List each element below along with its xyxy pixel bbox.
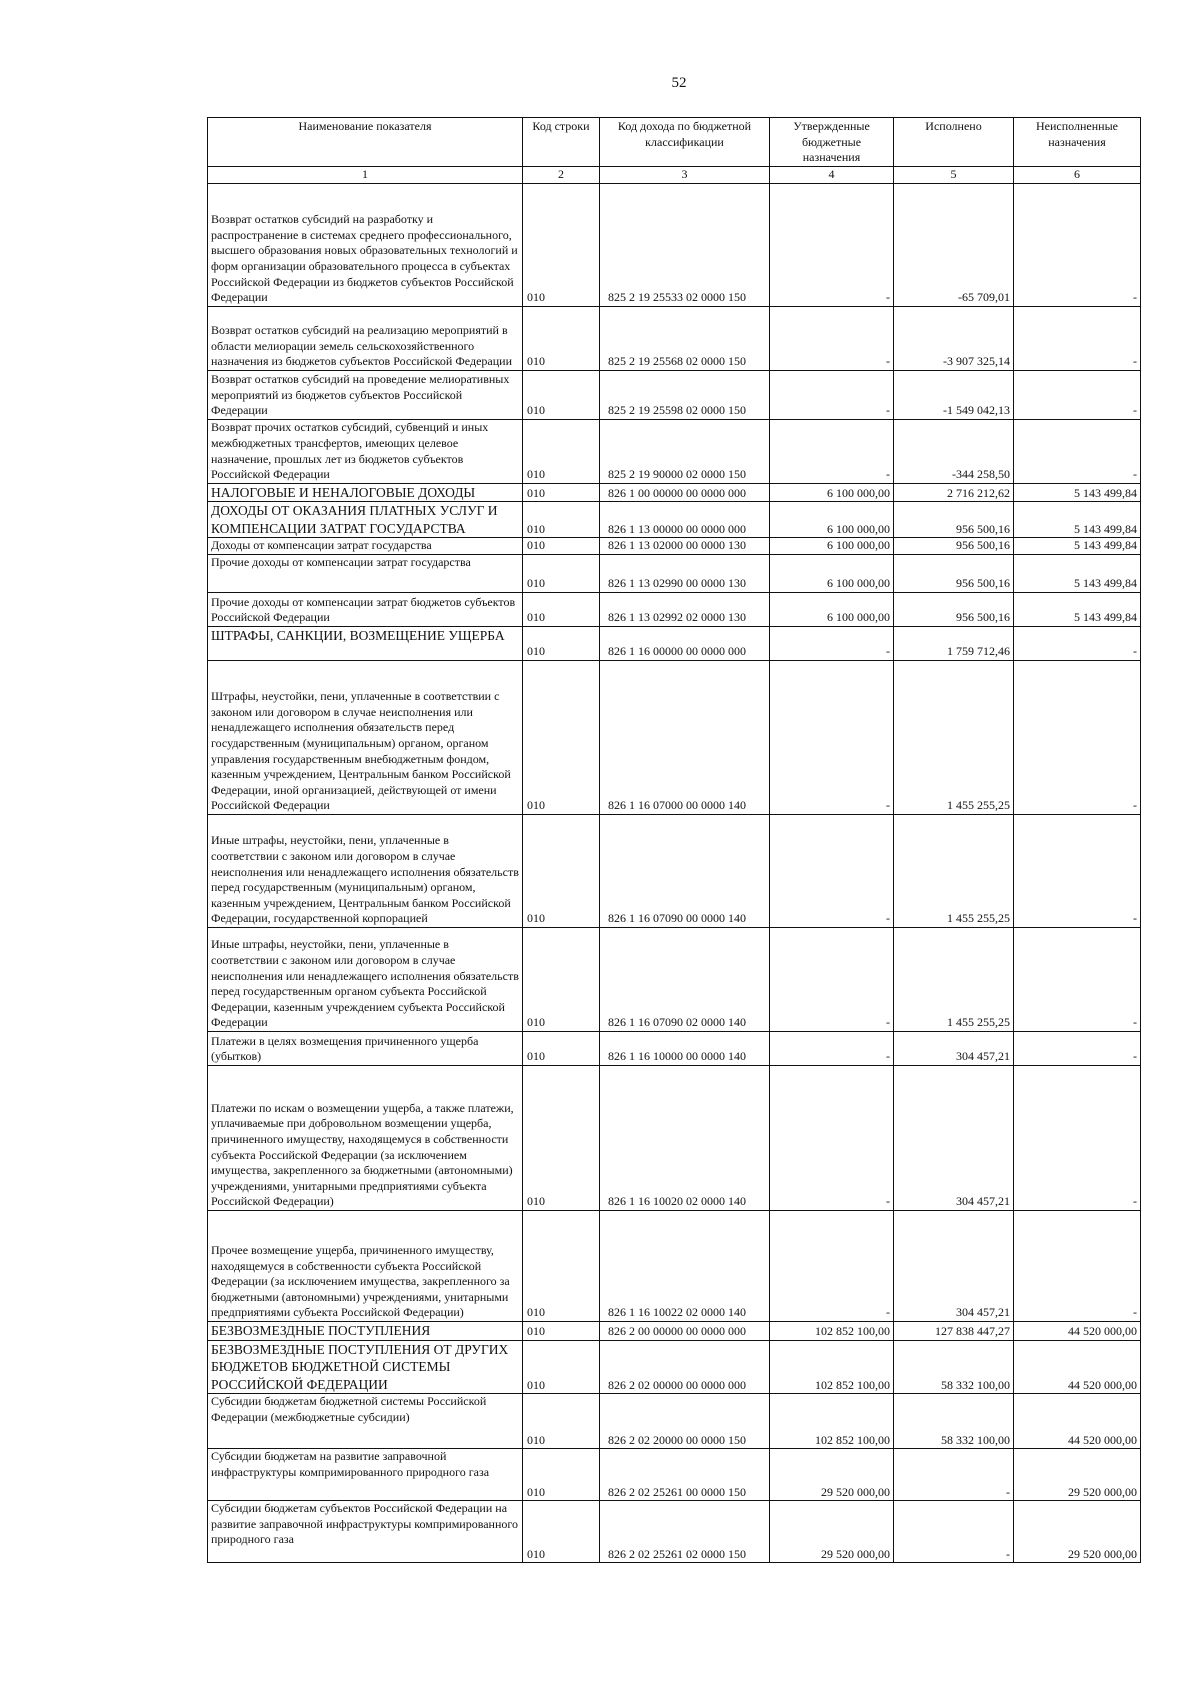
row-line-code: 010 xyxy=(523,1211,600,1322)
row-approved: - xyxy=(770,627,894,661)
row-income-code: 826 1 16 10020 02 0000 140 xyxy=(600,1066,770,1211)
row-name: Возврат остатков субсидий на разработку и распространение в системах среднего профессионального, высшего образования новых образовательных технологий и форм организации образовательного процесса в субъектах Российской Федерации из бюджетов субъектов Российской Федерации xyxy=(208,183,523,306)
row-income-code: 825 2 19 90000 02 0000 150 xyxy=(600,419,770,483)
row-executed: - xyxy=(894,1501,1014,1563)
table-row xyxy=(208,1340,1141,1394)
row-name: Возврат остатков субсидий на проведение мелиоративных мероприятий из бюджетов субъектов Российской Федерации xyxy=(208,370,523,419)
row-income-code: 826 2 02 20000 00 0000 150 xyxy=(600,1394,770,1449)
column-number: 1 xyxy=(208,166,523,183)
row-name: Платежи в целях возмещения причиненного ущерба (убытков) xyxy=(208,1032,523,1066)
row-income-code: 826 2 02 25261 02 0000 150 xyxy=(600,1501,770,1563)
row-executed: 304 457,21 xyxy=(894,1066,1014,1211)
table-row xyxy=(208,661,1141,815)
row-name: Субсидии бюджетам на развитие заправочной инфраструктуры компримированного природного газа xyxy=(208,1449,523,1501)
header-income-code: Код дохода по бюджетной классификации xyxy=(600,118,770,167)
row-line-code: 010 xyxy=(523,1340,600,1394)
row-line-code: 010 xyxy=(523,928,600,1032)
row-unexecuted: 5 143 499,84 xyxy=(1014,555,1141,593)
row-income-code: 825 2 19 25598 02 0000 150 xyxy=(600,370,770,419)
header-approved: Утвержденные бюджетные назначения xyxy=(770,118,894,167)
row-name: Субсидии бюджетам бюджетной системы Российской Федерации (межбюджетные субсидии) xyxy=(208,1394,523,1449)
row-approved: - xyxy=(770,928,894,1032)
row-name: Прочие доходы от компенсации затрат государства xyxy=(208,555,523,593)
table-row xyxy=(208,1449,1141,1501)
row-approved: - xyxy=(770,1066,894,1211)
row-name: Штрафы, неустойки, пени, уплаченные в соответствии с законом или договором в случае неисполнения или ненадлежащего исполнения обязательств перед государственным (муниципальным) органом, органом управления государственным внебюджетным фондом, казенным учреждением, Центральным банком Российской Федерации, иной организацией, действующей от имени Российской Федерации xyxy=(208,661,523,815)
row-line-code: 010 xyxy=(523,593,600,627)
table-row xyxy=(208,928,1141,1032)
row-executed: 1 759 712,46 xyxy=(894,627,1014,661)
row-unexecuted: 29 520 000,00 xyxy=(1014,1449,1141,1501)
header-unexecuted: Неисполненные назначения xyxy=(1014,118,1141,167)
row-name: Возврат остатков субсидий на реализацию мероприятий в области мелиорации земель сельскохозяйственного назначения из бюджетов субъектов Российской Федерации xyxy=(208,306,523,370)
row-income-code: 826 2 02 25261 00 0000 150 xyxy=(600,1449,770,1501)
row-name: Прочие доходы от компенсации затрат бюджетов субъектов Российской Федерации xyxy=(208,593,523,627)
table-row xyxy=(208,1322,1141,1341)
row-name: ШТРАФЫ, САНКЦИИ, ВОЗМЕЩЕНИЕ УЩЕРБА xyxy=(208,627,523,661)
table-row xyxy=(208,1394,1141,1449)
row-line-code: 010 xyxy=(523,370,600,419)
row-unexecuted: - xyxy=(1014,661,1141,815)
row-executed: 304 457,21 xyxy=(894,1032,1014,1066)
row-name: БЕЗВОЗМЕЗДНЫЕ ПОСТУПЛЕНИЯ ОТ ДРУГИХ БЮДЖЕТОВ БЮДЖЕТНОЙ СИСТЕМЫ РОССИЙСКОЙ ФЕДЕРАЦИИ xyxy=(208,1340,523,1394)
table-row xyxy=(208,593,1141,627)
row-income-code: 826 1 13 02990 00 0000 130 xyxy=(600,555,770,593)
row-executed: -1 549 042,13 xyxy=(894,370,1014,419)
row-unexecuted: - xyxy=(1014,306,1141,370)
table-row xyxy=(208,1066,1141,1211)
table-row xyxy=(208,483,1141,502)
row-executed: 127 838 447,27 xyxy=(894,1322,1014,1341)
row-line-code: 010 xyxy=(523,483,600,502)
row-name: БЕЗВОЗМЕЗДНЫЕ ПОСТУПЛЕНИЯ xyxy=(208,1322,523,1341)
row-line-code: 010 xyxy=(523,306,600,370)
budget-income-table xyxy=(207,117,1141,1563)
row-line-code: 010 xyxy=(523,627,600,661)
row-executed: 58 332 100,00 xyxy=(894,1340,1014,1394)
row-approved: 6 100 000,00 xyxy=(770,483,894,502)
column-number: 2 xyxy=(523,166,600,183)
row-income-code: 826 1 16 07000 00 0000 140 xyxy=(600,661,770,815)
row-unexecuted: - xyxy=(1014,815,1141,928)
table-row xyxy=(208,555,1141,593)
row-approved: - xyxy=(770,661,894,815)
table-header xyxy=(208,118,1141,184)
row-approved: 29 520 000,00 xyxy=(770,1449,894,1501)
row-income-code: 826 1 00 00000 00 0000 000 xyxy=(600,483,770,502)
row-income-code: 826 1 16 07090 02 0000 140 xyxy=(600,928,770,1032)
row-name: ДОХОДЫ ОТ ОКАЗАНИЯ ПЛАТНЫХ УСЛУГ И КОМПЕНСАЦИИ ЗАТРАТ ГОСУДАРСТВА xyxy=(208,502,523,538)
row-approved: 29 520 000,00 xyxy=(770,1501,894,1563)
page-number: 52 xyxy=(671,75,687,91)
row-line-code: 010 xyxy=(523,502,600,538)
row-unexecuted: 5 143 499,84 xyxy=(1014,593,1141,627)
table-row xyxy=(208,419,1141,483)
row-approved: 6 100 000,00 xyxy=(770,538,894,555)
row-executed: -65 709,01 xyxy=(894,183,1014,306)
row-unexecuted: - xyxy=(1014,370,1141,419)
row-line-code: 010 xyxy=(523,538,600,555)
row-unexecuted: 29 520 000,00 xyxy=(1014,1501,1141,1563)
row-name: Возврат прочих остатков субсидий, субвенций и иных межбюджетных трансфертов, имеющих целевое назначение, прошлых лет из бюджетов субъектов Российской Федерации xyxy=(208,419,523,483)
row-line-code: 010 xyxy=(523,1501,600,1563)
row-unexecuted: - xyxy=(1014,1211,1141,1322)
row-executed: -344 258,50 xyxy=(894,419,1014,483)
row-unexecuted: - xyxy=(1014,1066,1141,1211)
table-row xyxy=(208,183,1141,306)
row-unexecuted: - xyxy=(1014,183,1141,306)
table-row xyxy=(208,306,1141,370)
row-executed: 956 500,16 xyxy=(894,502,1014,538)
row-executed: 956 500,16 xyxy=(894,538,1014,555)
row-line-code: 010 xyxy=(523,1032,600,1066)
row-income-code: 826 1 16 07090 00 0000 140 xyxy=(600,815,770,928)
row-approved: - xyxy=(770,815,894,928)
row-approved: - xyxy=(770,1211,894,1322)
header-executed: Исполнено xyxy=(894,118,1014,167)
row-line-code: 010 xyxy=(523,1449,600,1501)
row-line-code: 010 xyxy=(523,419,600,483)
row-unexecuted: 44 520 000,00 xyxy=(1014,1322,1141,1341)
row-unexecuted: - xyxy=(1014,928,1141,1032)
row-unexecuted: - xyxy=(1014,627,1141,661)
row-line-code: 010 xyxy=(523,183,600,306)
column-number: 5 xyxy=(894,166,1014,183)
row-income-code: 826 1 16 10000 00 0000 140 xyxy=(600,1032,770,1066)
row-approved: - xyxy=(770,183,894,306)
row-name: Субсидии бюджетам субъектов Российской Федерации на развитие заправочной инфраструктуры компримированного природного газа xyxy=(208,1501,523,1563)
row-approved: - xyxy=(770,419,894,483)
row-approved: 6 100 000,00 xyxy=(770,555,894,593)
row-unexecuted: 5 143 499,84 xyxy=(1014,483,1141,502)
table-row xyxy=(208,538,1141,555)
table-row xyxy=(208,502,1141,538)
row-executed: -3 907 325,14 xyxy=(894,306,1014,370)
row-income-code: 826 1 13 02992 02 0000 130 xyxy=(600,593,770,627)
row-unexecuted: 5 143 499,84 xyxy=(1014,538,1141,555)
table-row xyxy=(208,1501,1141,1563)
row-line-code: 010 xyxy=(523,1394,600,1449)
row-line-code: 010 xyxy=(523,1066,600,1211)
header-line-code: Код строки xyxy=(523,118,600,167)
row-name: Платежи по искам о возмещении ущерба, а также платежи, уплачиваемые при добровольном возмещении ущерба, причиненного имуществу, находящемуся в собственности субъекта Российской Федерации (за исключением имущества, закрепленного за бюджетными (автономными) учреждениями, унитарными предприятиями субъекта Российской Федерации) xyxy=(208,1066,523,1211)
row-income-code: 826 1 13 02000 00 0000 130 xyxy=(600,538,770,555)
row-executed: - xyxy=(894,1449,1014,1501)
row-approved: 102 852 100,00 xyxy=(770,1340,894,1394)
row-name: НАЛОГОВЫЕ И НЕНАЛОГОВЫЕ ДОХОДЫ xyxy=(208,483,523,502)
row-approved: 102 852 100,00 xyxy=(770,1322,894,1341)
row-income-code: 825 2 19 25568 02 0000 150 xyxy=(600,306,770,370)
table-row xyxy=(208,370,1141,419)
row-line-code: 010 xyxy=(523,661,600,815)
column-number: 4 xyxy=(770,166,894,183)
row-name: Иные штрафы, неустойки, пени, уплаченные в соответствии с законом или договором в случае неисполнения или ненадлежащего исполнения обязательств перед государственным органом субъекта Российской Федерации, казенным учреждением субъекта Российской Федерации xyxy=(208,928,523,1032)
row-approved: 6 100 000,00 xyxy=(770,593,894,627)
row-income-code: 826 1 13 00000 00 0000 000 xyxy=(600,502,770,538)
row-name: Прочее возмещение ущерба, причиненного имуществу, находящемуся в собственности субъекта Российской Федерации (за исключением имущества, закрепленного за бюджетными (автономными) учреждениями, унитарными предприятиями субъекта Российской Федерации) xyxy=(208,1211,523,1322)
row-name: Доходы от компенсации затрат государства xyxy=(208,538,523,555)
row-approved: - xyxy=(770,306,894,370)
row-unexecuted: 5 143 499,84 xyxy=(1014,502,1141,538)
table-row xyxy=(208,815,1141,928)
row-unexecuted: - xyxy=(1014,419,1141,483)
column-numbers-row xyxy=(208,166,1141,183)
table-row xyxy=(208,1032,1141,1066)
table-row xyxy=(208,627,1141,661)
row-income-code: 826 2 00 00000 00 0000 000 xyxy=(600,1322,770,1341)
row-executed: 1 455 255,25 xyxy=(894,815,1014,928)
row-unexecuted: - xyxy=(1014,1032,1141,1066)
row-unexecuted: 44 520 000,00 xyxy=(1014,1394,1141,1449)
row-executed: 58 332 100,00 xyxy=(894,1394,1014,1449)
row-executed: 1 455 255,25 xyxy=(894,661,1014,815)
row-line-code: 010 xyxy=(523,1322,600,1341)
row-income-code: 825 2 19 25533 02 0000 150 xyxy=(600,183,770,306)
table-row xyxy=(208,1211,1141,1322)
row-income-code: 826 1 16 10022 02 0000 140 xyxy=(600,1211,770,1322)
row-income-code: 826 2 02 00000 00 0000 000 xyxy=(600,1340,770,1394)
row-executed: 304 457,21 xyxy=(894,1211,1014,1322)
row-line-code: 010 xyxy=(523,555,600,593)
row-name: Иные штрафы, неустойки, пени, уплаченные в соответствии с законом или договором в случае неисполнения или ненадлежащего исполнения обязательств перед государственным (муниципальным) органом, казенным учреждением, Центральным банком Российской Федерации, государственной корпорацией xyxy=(208,815,523,928)
column-number: 6 xyxy=(1014,166,1141,183)
row-approved: 6 100 000,00 xyxy=(770,502,894,538)
row-executed: 956 500,16 xyxy=(894,555,1014,593)
row-line-code: 010 xyxy=(523,815,600,928)
row-approved: - xyxy=(770,370,894,419)
row-approved: - xyxy=(770,1032,894,1066)
row-executed: 1 455 255,25 xyxy=(894,928,1014,1032)
column-number: 3 xyxy=(600,166,770,183)
row-executed: 2 716 212,62 xyxy=(894,483,1014,502)
header-indicator-name: Наименование показателя xyxy=(208,118,523,167)
row-executed: 956 500,16 xyxy=(894,593,1014,627)
row-unexecuted: 44 520 000,00 xyxy=(1014,1340,1141,1394)
row-income-code: 826 1 16 00000 00 0000 000 xyxy=(600,627,770,661)
row-approved: 102 852 100,00 xyxy=(770,1394,894,1449)
